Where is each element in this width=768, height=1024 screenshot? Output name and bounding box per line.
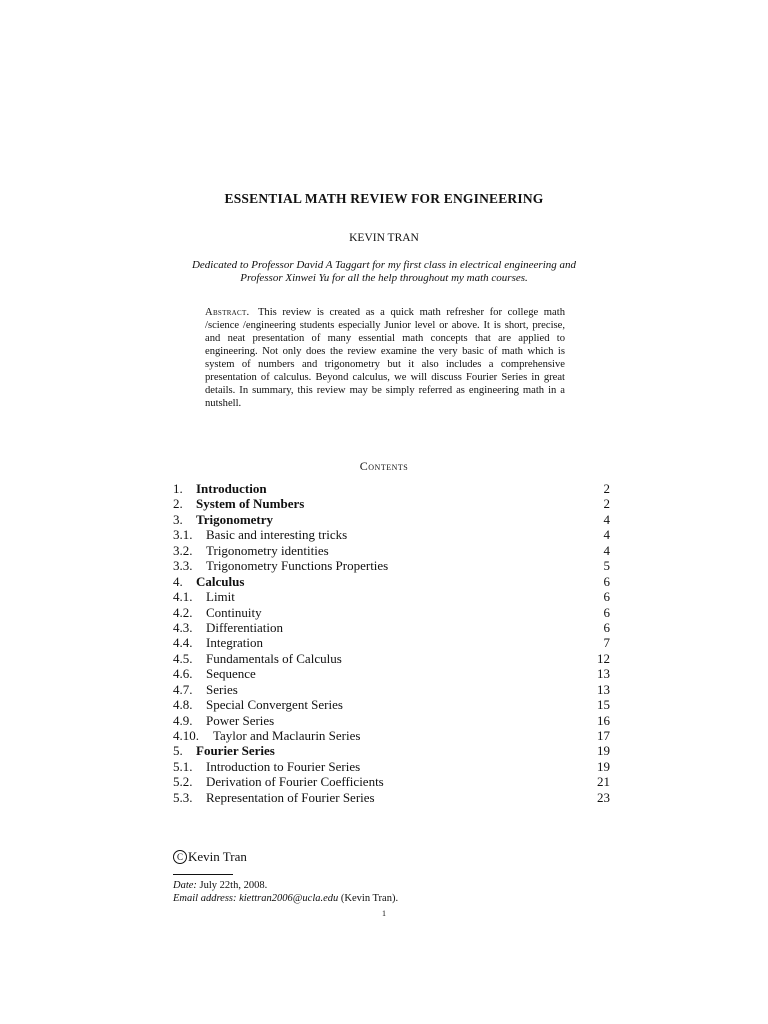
table-of-contents [173, 481, 610, 805]
toc-entry-title: Basic and interesting tricks [206, 527, 348, 543]
toc-entry-number: 3.2. [173, 542, 193, 558]
toc-entry-number: 4.9. [173, 712, 193, 728]
toc-entry-page: 6 [603, 573, 610, 589]
toc-entry[interactable] [173, 543, 610, 558]
toc-entry-page: 6 [603, 589, 610, 605]
toc-entry-title: Sequence [206, 666, 256, 682]
toc-entry-title: Continuity [206, 604, 262, 620]
toc-entry[interactable] [173, 713, 610, 728]
toc-entry-number: 5.2. [173, 774, 193, 790]
toc-entry-title: Calculus [196, 573, 245, 589]
toc-entry-page: 12 [597, 650, 610, 666]
author-name: KEVIN TRAN [349, 232, 419, 244]
toc-entry-page: 19 [597, 743, 610, 759]
toc-entry-number: 4.1. [173, 589, 193, 605]
toc-entry-page: 21 [597, 774, 610, 790]
toc-entry[interactable] [173, 558, 610, 573]
toc-entry-title: Trigonometry Functions Properties [206, 558, 389, 574]
abstract [205, 306, 565, 410]
toc-entry-title: Special Convergent Series [206, 697, 343, 713]
toc-entry-title: Trigonometry [196, 511, 274, 527]
document-title: ESSENTIAL MATH REVIEW FOR ENGINEERING [224, 191, 544, 206]
toc-entry-number: 4.6. [173, 666, 193, 682]
toc-entry[interactable] [173, 605, 610, 620]
toc-entry-number: 4.8. [173, 697, 193, 713]
toc-entry-page: 7 [603, 635, 610, 651]
toc-entry-number: 5.1. [173, 758, 193, 774]
toc-entry-number: 3. [173, 511, 183, 527]
toc-entry-number: 4. [173, 573, 183, 589]
toc-entry[interactable] [173, 512, 610, 527]
contents-heading: Contents [359, 459, 409, 473]
email-label: Email address: [173, 893, 237, 904]
toc-entry-number: 3.3. [173, 558, 193, 574]
date-label: Date: [173, 880, 197, 891]
page-number: 1 [382, 909, 386, 918]
toc-entry[interactable] [173, 651, 610, 666]
toc-entry[interactable] [173, 481, 610, 496]
toc-entry-title: Integration [206, 635, 264, 651]
toc-entry-title: Representation of Fourier Series [206, 789, 375, 805]
toc-entry-title: Derivation of Fourier Coefficients [206, 774, 384, 790]
toc-entry-page: 2 [603, 481, 610, 496]
toc-entry-title: Fourier Series [196, 743, 275, 759]
toc-entry-title: Introduction [196, 481, 267, 496]
toc-entry-number: 4.7. [173, 681, 193, 697]
toc-entry-page: 13 [597, 666, 610, 682]
toc-entry[interactable] [173, 743, 610, 758]
toc-entry-number: 4.10. [173, 728, 199, 743]
toc-entry-number: 3.1. [173, 527, 193, 543]
toc-entry-page: 6 [603, 619, 610, 635]
toc-entry-page: 23 [597, 789, 610, 805]
toc-entry[interactable] [173, 666, 610, 681]
toc-entry[interactable] [173, 589, 610, 604]
footnotes [173, 879, 398, 905]
abstract-text: This review is created as a quick math refresher for college math /science /engineering students especially Junior level or above. It is short, precise, and neat presentation of many essential math concepts that are applied to engineering. Not only does the review examine the very basic of math which is system of numbers and trigonometry but it also includes a comprehensive presentation of calculus. Beyond calculus, we will discuss Fourier Series in great details. In summary, this review may be simply referred as engineering math in a nutshell. [205, 307, 565, 409]
toc-entry-number: 5. [173, 743, 183, 759]
email-suffix: (Kevin Tran). [340, 893, 399, 904]
toc-entry-title: System of Numbers [196, 496, 305, 512]
toc-entry-page: 5 [603, 558, 610, 574]
toc-entry-title: Taylor and Maclaurin Series [213, 728, 361, 743]
toc-entry-page: 13 [597, 681, 610, 697]
toc-entry-page: 2 [603, 496, 610, 512]
toc-entry[interactable] [173, 697, 610, 712]
footnote-email [173, 892, 398, 905]
toc-entry-number: 2. [173, 496, 183, 512]
toc-entry-number: 1. [173, 481, 183, 496]
toc-entry-number: 4.3. [173, 619, 193, 635]
toc-entry[interactable] [173, 527, 610, 542]
toc-entry[interactable] [173, 728, 610, 743]
toc-entry-number: 4.5. [173, 650, 193, 666]
toc-entry-page: 4 [603, 542, 610, 558]
toc-entry[interactable] [173, 790, 610, 805]
toc-entry-title: Introduction to Fourier Series [206, 758, 361, 774]
toc-entry[interactable] [173, 759, 610, 774]
toc-entry-page: 4 [603, 527, 610, 543]
toc-entry-page: 6 [603, 604, 610, 620]
toc-entry[interactable] [173, 774, 610, 789]
copyright-icon: C [173, 850, 187, 864]
copyright-holder: Kevin Tran [188, 849, 247, 864]
toc-entry-title: Power Series [206, 712, 275, 728]
toc-entry-title: Trigonometry identities [206, 542, 329, 558]
email-address[interactable]: kiettran2006@ucla.edu [239, 893, 339, 904]
footnote-date [173, 879, 398, 892]
toc-entry[interactable] [173, 682, 610, 697]
toc-entry-page: 15 [597, 697, 610, 713]
toc-entry-title: Differentiation [206, 619, 284, 635]
abstract-label: Abstract. [205, 307, 250, 318]
toc-entry-title: Limit [206, 589, 235, 605]
toc-entry-page: 17 [597, 728, 610, 743]
toc-entry[interactable] [173, 635, 610, 650]
toc-entry[interactable] [173, 620, 610, 635]
toc-entry-page: 19 [597, 758, 610, 774]
toc-entry-page: 4 [603, 511, 610, 527]
toc-entry[interactable] [173, 496, 610, 511]
toc-entry-title: Series [206, 681, 238, 697]
dedication: Dedicated to Professor David A Taggart for my first class in electrical engineering and Professor Xinwei Yu for all the help throughout my math courses. [191, 259, 577, 284]
toc-entry-number: 5.3. [173, 789, 193, 805]
date-value: July 22th, 2008. [199, 880, 268, 891]
toc-entry-number: 4.4. [173, 635, 193, 651]
copyright-notice [173, 849, 247, 865]
toc-entry[interactable] [173, 574, 610, 589]
toc-entry-title: Fundamentals of Calculus [206, 650, 342, 666]
toc-entry-number: 4.2. [173, 604, 193, 620]
footnote-divider [173, 874, 233, 875]
toc-entry-page: 16 [597, 712, 610, 728]
